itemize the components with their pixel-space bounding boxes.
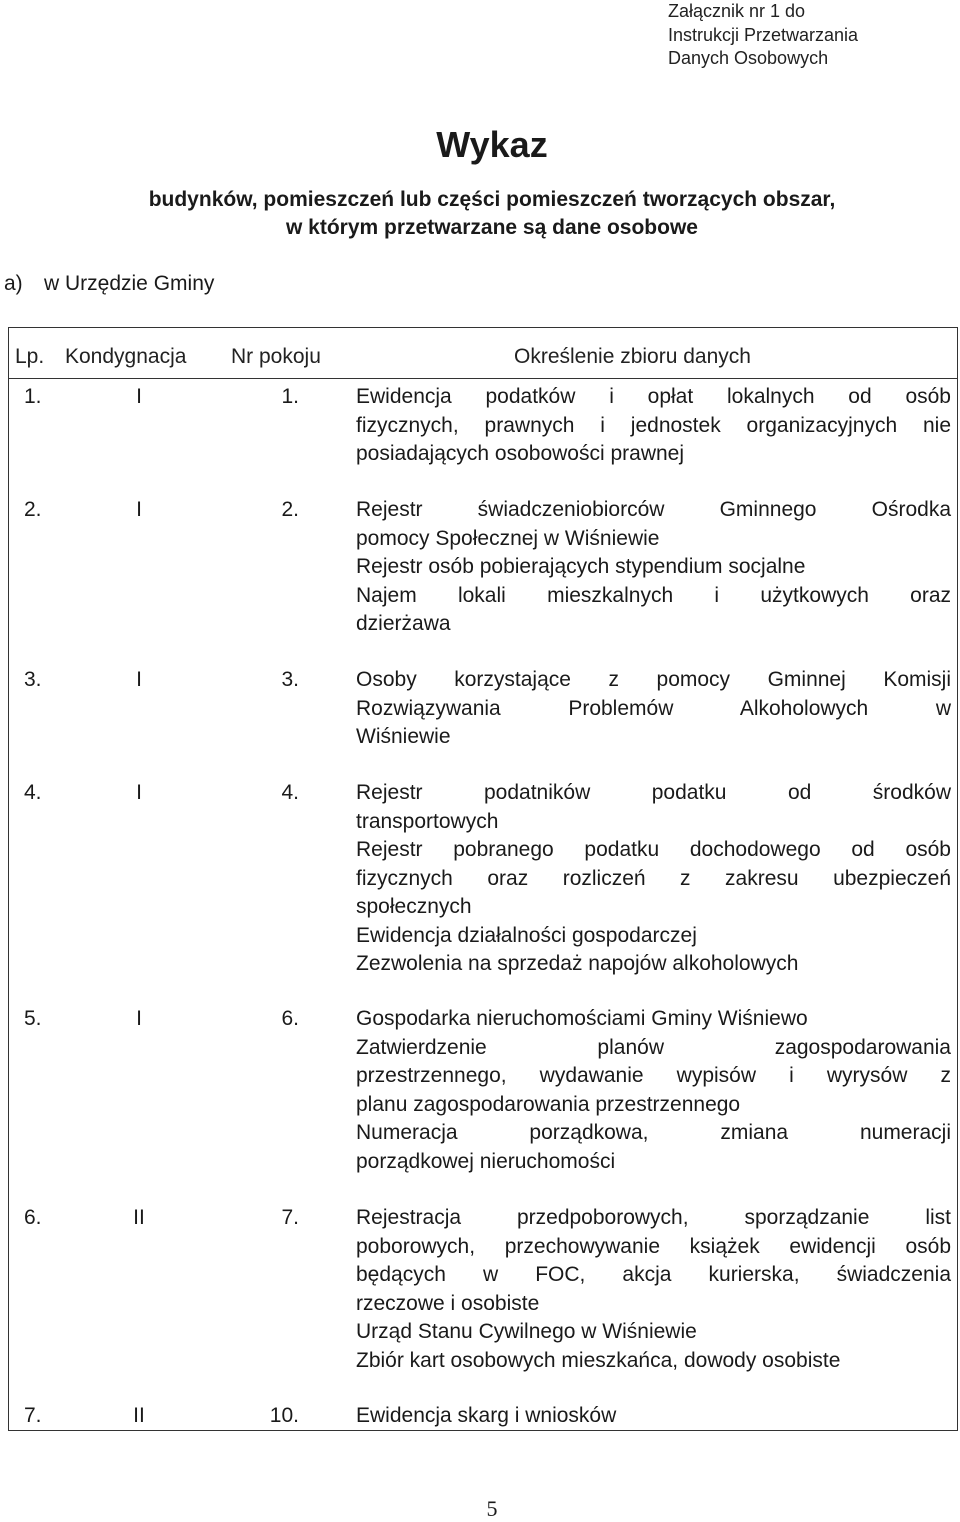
cell-okreslenie [356,496,951,639]
document-subtitle [0,186,960,242]
annex-line-3: Danych Osobowych [668,48,829,68]
cell-kondygnacja: I [136,781,142,804]
cell-nr-pokoju: 1. [281,385,299,408]
description-line: Osoby korzystające z pomocy Gminnej Komisji [356,668,951,691]
cell-okreslenie [356,666,951,752]
description-line: Zezwolenia na sprzedaż napojów alkoholowych [356,952,799,975]
header-lp: Lp. [15,345,45,368]
description-line: transportowych [356,809,499,833]
description-line: Najem lokali mieszkalnych i użytkowych oraz [356,583,951,607]
header-kondygnacja: Kondygnacja [65,345,187,368]
description-line: Rejestr podatników podatku od środków [356,781,951,804]
description-line: planu zagospodarowania przestrzennego [356,1092,741,1116]
cell-okreslenie [356,779,951,979]
section-heading [4,272,214,296]
description-line: Rejestr osób pobierających stypendium socjalne [356,555,806,578]
description-line: rzeczowe i osobiste [356,1291,540,1315]
description-line: Numeracja porządkowa, zmiana numeracji [356,1121,951,1144]
description-line: poborowych, przechowywanie książek ewidencji osób [356,1234,951,1258]
cell-kondygnacja: I [136,668,142,691]
section-marker: a) [4,272,23,295]
page-number: 5 [486,1496,498,1521]
header-okreslenie: Określenie zbioru danych [514,345,751,368]
description-line: społecznych [356,895,472,918]
cell-nr-pokoju: 4. [281,781,299,804]
cell-kondygnacja: II [133,1404,145,1427]
cell-kondygnacja: II [133,1206,145,1229]
cell-nr-pokoju: 6. [281,1007,299,1030]
description-line: Gospodarka nieruchomościami Gminy Wiśniewo [356,1007,808,1030]
section-label: w Urzędzie Gminy [44,272,215,295]
cell-nr-pokoju: 7. [281,1206,299,1229]
cell-lp: 3. [24,668,42,691]
description-line: porządkowej nieruchomości [356,1149,616,1173]
description-line: przestrzennego, wydawanie wypisów i wyrysów z [356,1064,951,1087]
cell-kondygnacja: I [136,1007,142,1030]
description-line: Rejestr świadczeniobiorców Gminnego Ośrodka [356,498,951,521]
header-nr-pokoju: Nr pokoju [231,345,321,368]
description-line: Wiśniewie [356,725,451,748]
description-line: Ewidencja działalności gospodarczej [356,923,697,947]
description-line: będących w FOC, akcja kurierska, świadczenia [356,1263,951,1286]
description-line: posiadających osobowości prawnej [356,442,685,465]
header-divider [9,378,957,379]
cell-lp: 4. [24,781,42,804]
cell-kondygnacja: I [136,385,142,408]
cell-okreslenie [356,1402,951,1431]
subtitle-line-2: w którym przetwarzane są dane osobowe [286,216,698,239]
description-line: pomocy Społecznej w Wiśniewie [356,526,660,550]
cell-lp: 6. [24,1206,42,1229]
description-line: Zatwierdzenie planów zagospodarowania [356,1035,951,1059]
description-line: Rejestr pobranego podatku dochodowego od osób [356,838,951,861]
annex-line-2: Instrukcji Przetwarzania [668,24,859,45]
cell-okreslenie [356,1204,951,1375]
cell-nr-pokoju: 10. [269,1404,299,1427]
cell-lp: 2. [24,498,42,521]
description-line: Rejestracja przedpoborowych, sporządzanie list [356,1206,951,1229]
annex-note [668,0,858,71]
document-title: Wykaz [436,124,548,165]
description-line: dzierżawa [356,612,451,635]
cell-nr-pokoju: 3. [281,668,299,691]
cell-lp: 7. [24,1404,42,1427]
cell-lp: 1. [24,385,42,408]
description-line: Ewidencja skarg i wniosków [356,1404,617,1427]
cell-nr-pokoju: 2. [281,498,299,521]
subtitle-line-1: budynków, pomieszczeń lub części pomieszczeń tworzących obszar, [148,188,836,211]
annex-line-1: Załącznik nr 1 do [668,1,806,21]
cell-okreslenie [356,383,951,469]
cell-okreslenie [356,1005,951,1176]
cell-lp: 5. [24,1007,42,1030]
description-line: Rozwiązywania Problemów Alkoholowych w [356,696,951,720]
description-line: Urząd Stanu Cywilnego w Wiśniewie [356,1320,697,1343]
description-line: Ewidencja podatków i opłat lokalnych od osób [356,385,951,408]
data-sets-table [8,327,958,1431]
cell-kondygnacja: I [136,498,142,521]
description-line: fizycznych oraz rozliczeń z zakresu ubezpieczeń [356,866,951,890]
description-line: fizycznych, prawnych i jednostek organizacyjnych nie [356,413,951,437]
description-line: Zbiór kart osobowych mieszkańca, dowody osobiste [356,1348,841,1372]
